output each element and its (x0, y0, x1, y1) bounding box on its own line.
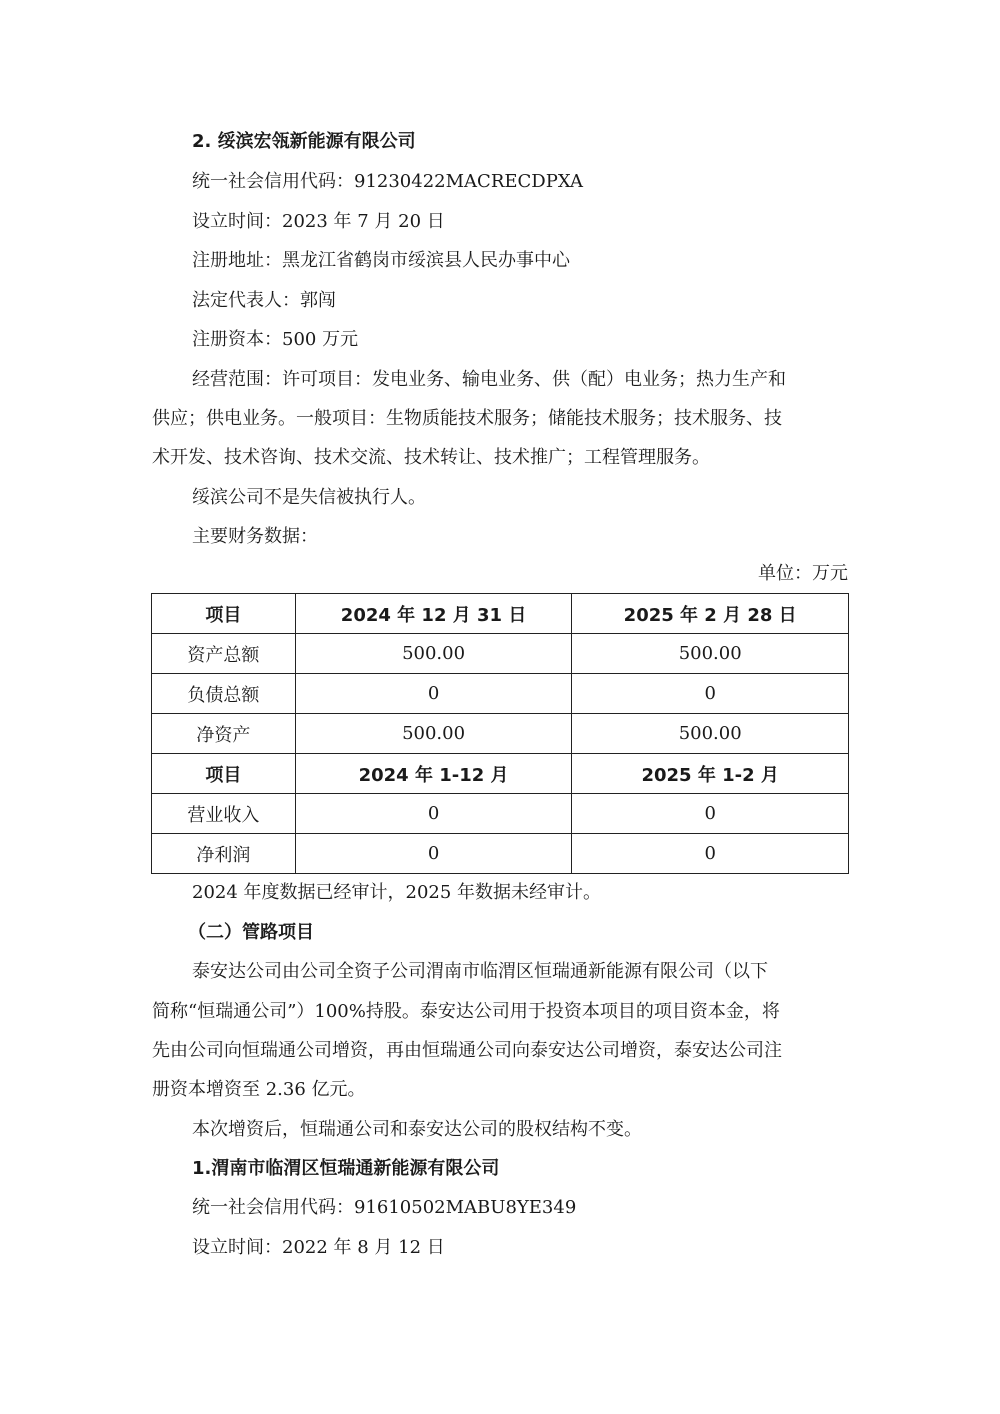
financial-intro: 主要财务数据： (192, 526, 318, 547)
table-row (152, 674, 849, 714)
table-header-cell: 2025 年 1-2 月 (572, 754, 849, 794)
table-cell: 营业收入 (152, 794, 296, 834)
company1-founded: 设立时间：2022 年 8 月 12 日 (192, 1237, 445, 1258)
equity-unchanged: 本次增资后，恒瑞通公司和泰安达公司的股权结构不变。 (192, 1119, 642, 1140)
table-header-row (152, 754, 849, 794)
table-row (152, 834, 849, 874)
table-cell: 0 (572, 794, 849, 834)
table-header-cell: 项目 (152, 754, 296, 794)
table-header-cell: 2024 年 12 月 31 日 (295, 594, 572, 634)
pipeline-para-line2: 简称“恒瑞通公司”）100%持股。泰安达公司用于投资本项目的项目资本金，将 (152, 1001, 780, 1022)
table-row (152, 714, 849, 754)
table-row (152, 794, 849, 834)
table-cell: 负债总额 (152, 674, 296, 714)
table-cell: 500.00 (572, 634, 849, 674)
table-cell: 0 (295, 794, 572, 834)
table-header-cell: 2024 年 1-12 月 (295, 754, 572, 794)
pipeline-para-line4: 册资本增资至 2.36 亿元。 (152, 1079, 366, 1100)
table-cell: 0 (572, 674, 849, 714)
company2-scope-line2: 供应；供电业务。一般项目：生物质能技术服务；储能技术服务；技术服务、技 (152, 408, 782, 429)
table-cell: 0 (572, 834, 849, 874)
pipeline-heading: （二）管路项目 (188, 922, 314, 943)
company2-founded: 设立时间：2023 年 7 月 20 日 (192, 211, 445, 232)
table-cell: 净利润 (152, 834, 296, 874)
table-cell: 0 (295, 674, 572, 714)
unit-label: 单位：万元 (758, 563, 848, 584)
company2-address: 注册地址：黑龙江省鹤岗市绥滨县人民办事中心 (192, 250, 570, 271)
table-row (152, 634, 849, 674)
table-cell: 净资产 (152, 714, 296, 754)
table-header-cell: 项目 (152, 594, 296, 634)
table-header-cell: 2025 年 2 月 28 日 (572, 594, 849, 634)
table-cell: 0 (295, 834, 572, 874)
table-cell: 500.00 (295, 634, 572, 674)
financial-table (151, 593, 849, 874)
company2-legal-rep: 法定代表人：郭闯 (192, 290, 336, 311)
company2-capital: 注册资本：500 万元 (192, 329, 359, 350)
table-header-row (152, 594, 849, 634)
company2-scope-line1: 经营范围：许可项目：发电业务、输电业务、供（配）电业务；热力生产和 (192, 369, 786, 390)
table-cell: 500.00 (295, 714, 572, 754)
pipeline-para-line3: 先由公司向恒瑞通公司增资，再由恒瑞通公司向泰安达公司增资，泰安达公司注 (152, 1040, 782, 1061)
company1-credit-code: 统一社会信用代码：91610502MABU8YE349 (192, 1197, 577, 1218)
company2-not-defaulter: 绥滨公司不是失信被执行人。 (192, 487, 426, 508)
table-cell: 500.00 (572, 714, 849, 754)
company1-heading: 1.渭南市临渭区恒瑞通新能源有限公司 (192, 1158, 500, 1179)
company2-scope-line3: 术开发、技术咨询、技术交流、技术转让、技术推广；工程管理服务。 (152, 447, 710, 468)
pipeline-para-line1: 泰安达公司由公司全资子公司渭南市临渭区恒瑞通新能源有限公司（以下 (192, 961, 768, 982)
audit-note: 2024 年度数据已经审计，2025 年数据未经审计。 (192, 882, 602, 903)
company2-credit-code: 统一社会信用代码：91230422MACRECDPXA (192, 171, 583, 192)
company2-heading: 2. 绥滨宏瓴新能源有限公司 (192, 131, 416, 152)
table-cell: 资产总额 (152, 634, 296, 674)
